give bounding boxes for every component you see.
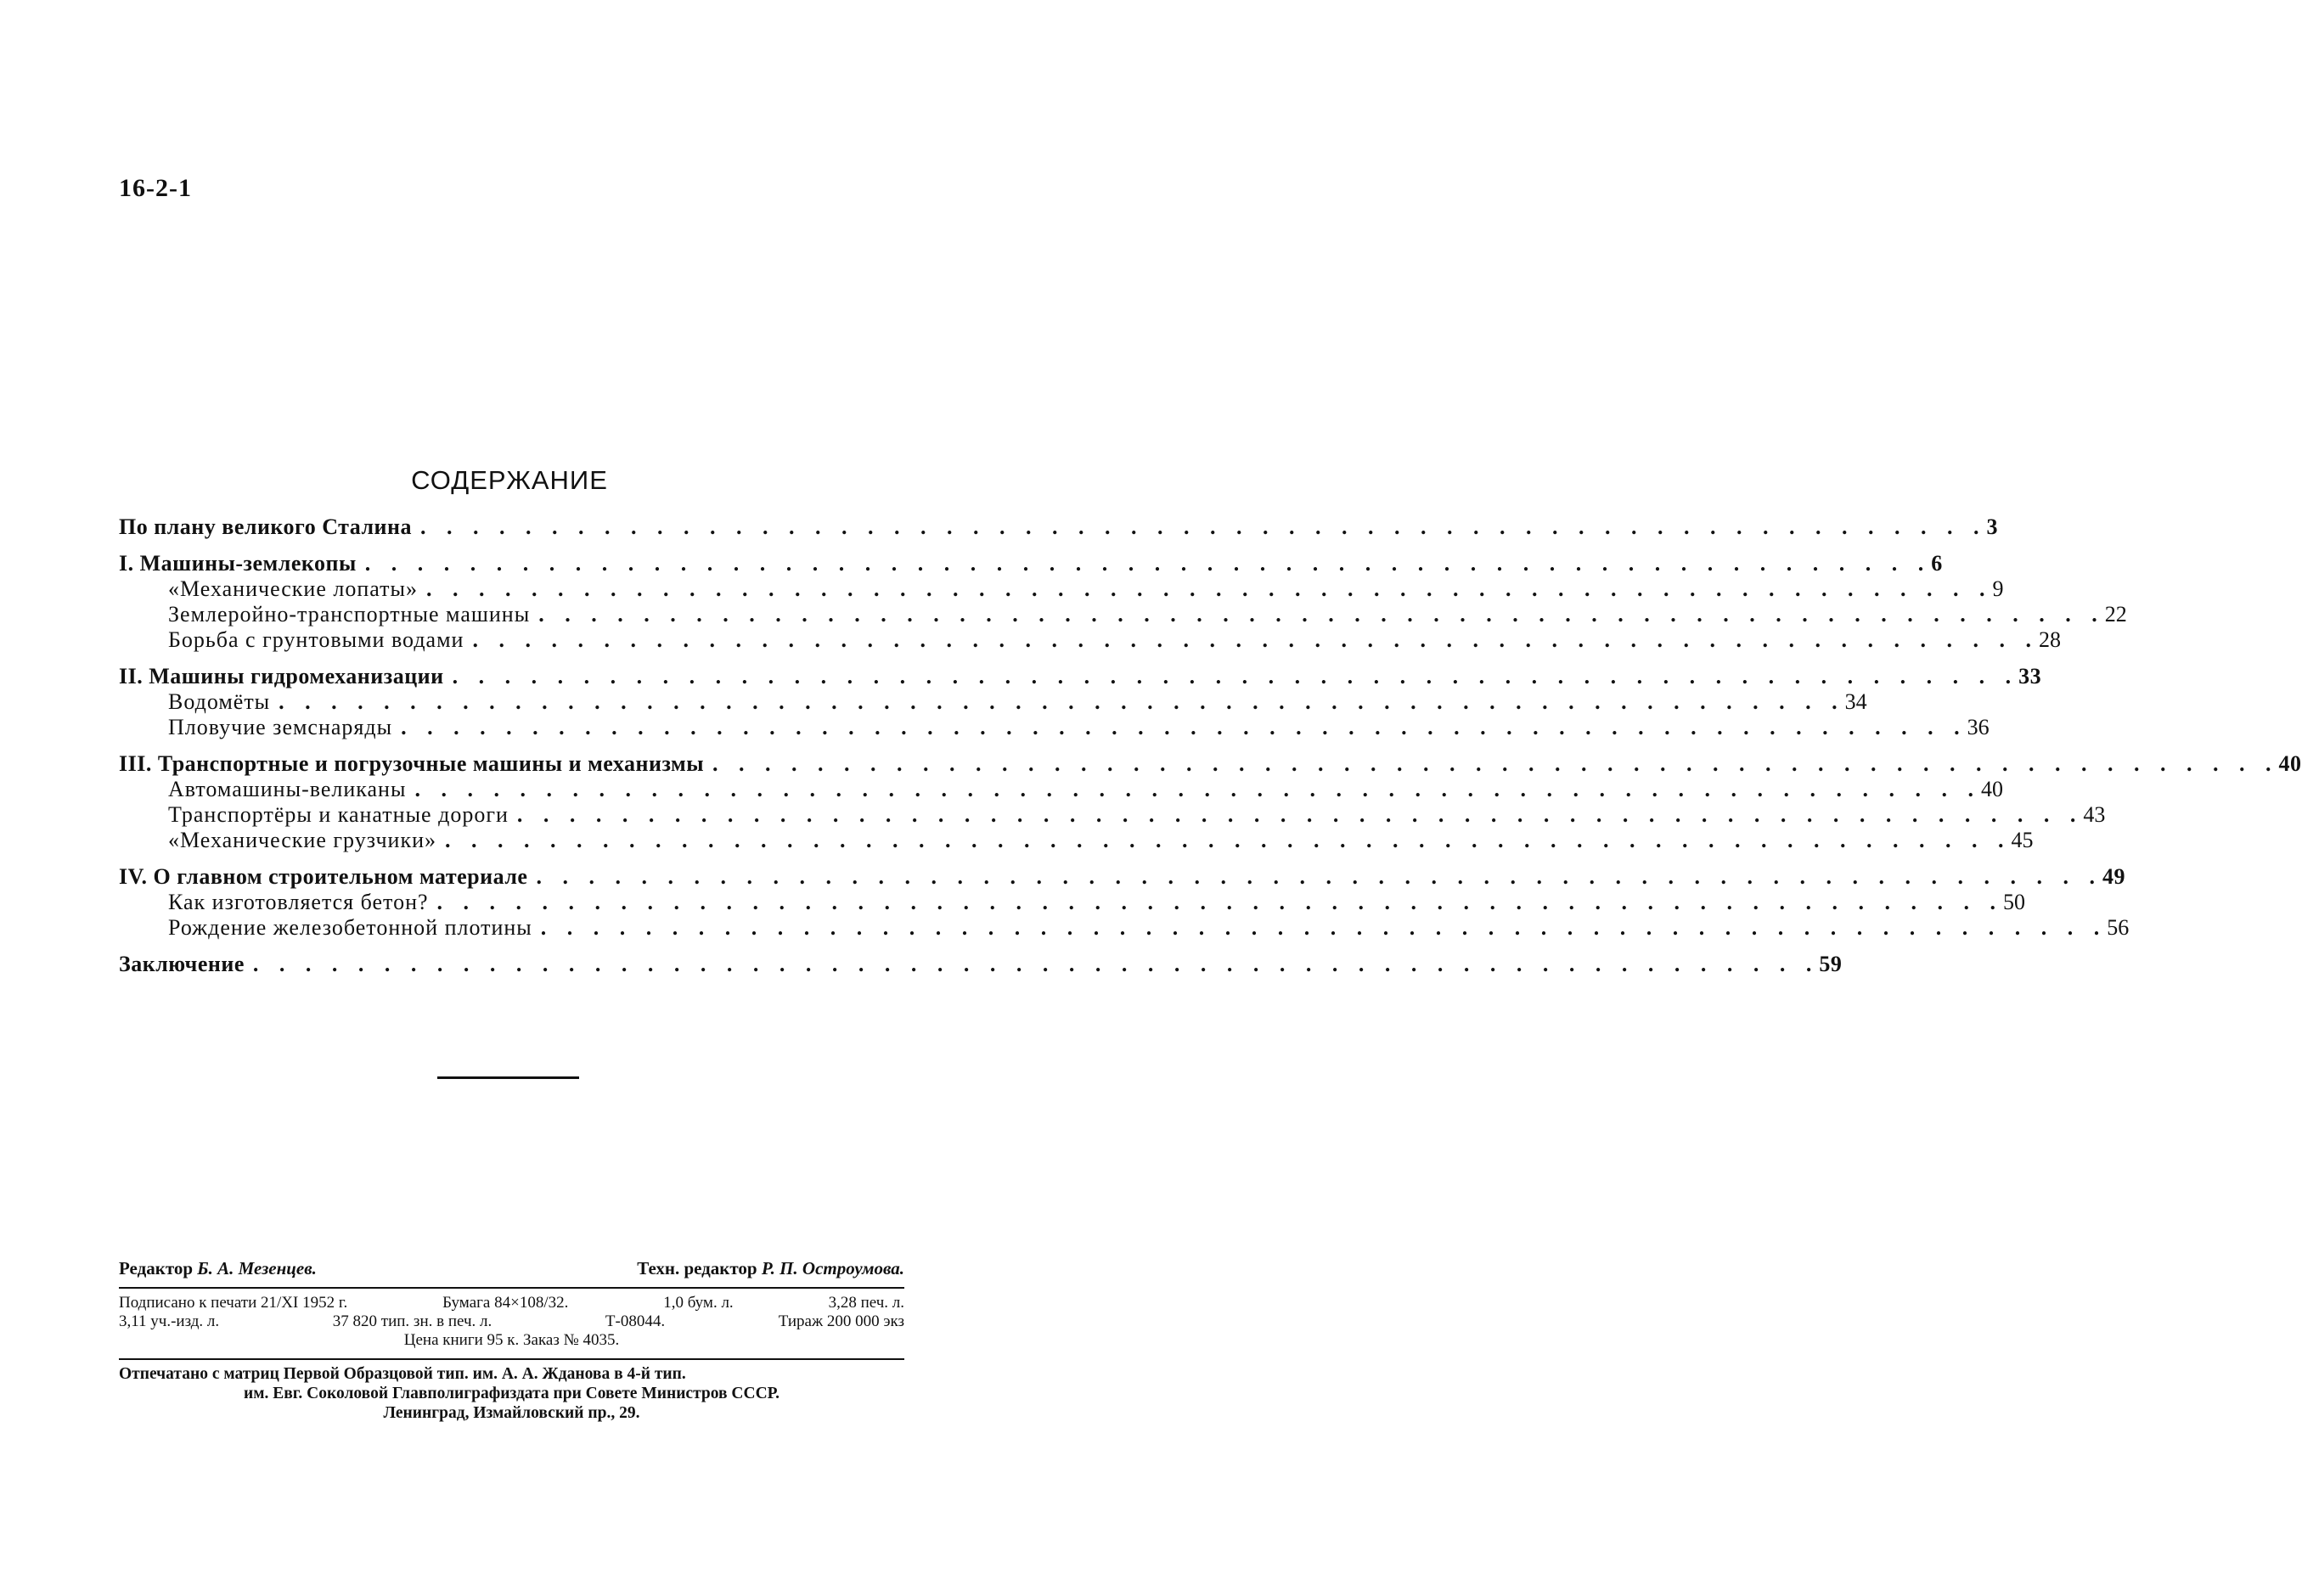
toc-entry-label: Как изготовляется бетон?	[168, 890, 429, 914]
toc-leader-dots: . . . . . . . . . . . . . . . . . . . . . . . . . . . . . . . . . . . . . . . . . . . . . . . . . . . . . . . . . . . .	[536, 864, 2102, 889]
toc-subentry[interactable]	[119, 915, 2130, 941]
imprint-divider-bottom	[119, 1358, 904, 1360]
toc-leader-dots: . . . . . . . . . . . . . . . . . . . . . . . . . . . . . . . . . . . . . . . . . . . . . . . . . . . . . . . . . . . .	[445, 828, 2012, 852]
toc-title: СОДЕРЖАНИЕ	[411, 465, 608, 495]
toc-entry-page: 40	[2278, 751, 2302, 776]
print-sheets: 3,28 печ. л.	[828, 1294, 904, 1312]
toc-entry-page: 36	[1967, 715, 1990, 739]
toc-entry-intro[interactable]	[119, 514, 1999, 540]
toc-entry-page: 40	[1980, 777, 2003, 801]
toc-entry-label: Водомёты	[168, 689, 271, 714]
toc-subentry[interactable]	[119, 802, 2106, 828]
toc-entry-label: По плану великого Сталина	[119, 514, 413, 539]
toc-leader-dots: . . . . . . . . . . . . . . . . . . . . . . . . . . . . . . . . . . . . . . . . . . . . . . . . . . . . . . . . . . . .	[712, 751, 2279, 776]
paper-sheets: 1,0 бум. л.	[663, 1294, 734, 1312]
toc-leader-dots: . . . . . . . . . . . . . . . . . . . . . . . . . . . . . . . . . . . . . . . . . . . . . . . . . . . . . . . . . . . .	[279, 689, 1845, 714]
toc-conclusion[interactable]	[119, 952, 1843, 977]
toc-entry-label: Автомашины-великаны	[168, 777, 407, 801]
toc-entry-label: II. Машины гидромеханизации	[119, 664, 444, 688]
toc-subentry[interactable]	[119, 576, 2004, 602]
license-number: Т-08044.	[605, 1312, 666, 1330]
toc-subentry[interactable]	[119, 715, 1990, 740]
toc-entry-label: Заключение	[119, 952, 245, 976]
toc-leader-dots: . . . . . . . . . . . . . . . . . . . . . . . . . . . . . . . . . . . . . . . . . . . . . . . . . . . . . . . . . . . .	[436, 890, 2004, 914]
toc-entry-page: 43	[2083, 802, 2106, 827]
chars-per-sheet: 37 820 тип. зн. в печ. л.	[332, 1312, 492, 1330]
toc-entry-label: Борьба с грунтовыми водами	[168, 627, 464, 652]
divider-rule	[437, 1076, 579, 1079]
toc-leader-dots: . . . . . . . . . . . . . . . . . . . . . . . . . . . . . . . . . . . . . . . . . . . . . . . . . . . . . . . . . . . .	[540, 915, 2108, 940]
tech-editor-label: Техн. редактор	[637, 1258, 757, 1278]
toc-subentry[interactable]	[119, 828, 2034, 853]
signed-date: Подписано к печати 21/XI 1952 г.	[119, 1294, 348, 1312]
editor-credit	[119, 1258, 317, 1279]
pub-line-1	[119, 1294, 904, 1312]
toc-entry-page: 49	[2102, 864, 2125, 889]
toc-entry-page: 6	[1931, 551, 1943, 576]
toc-entry-label: Транспортёры и канатные дороги	[168, 802, 509, 827]
toc-entry-page: 59	[1819, 952, 1843, 976]
toc-entry-page: 34	[1844, 689, 1867, 714]
toc-leader-dots: . . . . . . . . . . . . . . . . . . . . . . . . . . . . . . . . . . . . . . . . . . . . . . . . . . . . . . . . . . . .	[252, 952, 1820, 976]
toc-entry-page: 28	[2038, 627, 2061, 652]
toc-leader-dots: . . . . . . . . . . . . . . . . . . . . . . . . . . . . . . . . . . . . . . . . . . . . . . . . . . . . . . . . . . . .	[420, 514, 1987, 539]
print-line-2: им. Евг. Соколовой Главполиграфиздата при Совете Министров СССР.	[243, 1385, 780, 1402]
toc-subentry[interactable]	[119, 627, 2061, 653]
imprint-divider-top	[119, 1287, 904, 1289]
toc-entry-page: 33	[2018, 664, 2042, 688]
publisher-sheets: 3,11 уч.-изд. л.	[119, 1312, 220, 1330]
toc-leader-dots: . . . . . . . . . . . . . . . . . . . . . . . . . . . . . . . . . . . . . . . . . . . . . . . . . . . . . . . . . . . .	[364, 551, 1932, 576]
toc-leader-dots: . . . . . . . . . . . . . . . . . . . . . . . . . . . . . . . . . . . . . . . . . . . . . . . . . . . . . . . . . . . .	[472, 627, 2039, 652]
toc-entry-page: 9	[1992, 576, 2004, 601]
toc-entry-label: IV. О главном строительном материале	[119, 864, 528, 889]
tech-editor-name: Р. П. Остроумова.	[761, 1258, 904, 1278]
editor-label: Редактор	[119, 1258, 194, 1278]
tech-editor-credit	[637, 1258, 904, 1279]
editors-line	[119, 1258, 904, 1279]
toc-chapter-1[interactable]	[119, 551, 1943, 576]
toc-chapter-3[interactable]	[119, 751, 2302, 777]
toc-entry-label: Пловучие земснаряды	[168, 715, 393, 739]
toc-subentry[interactable]	[119, 890, 2026, 915]
print-line-1: Отпечатано с матриц Первой Образцовой тип. им. А. А. Жданова в 4-й тип.	[119, 1365, 686, 1383]
toc-subentry[interactable]	[119, 602, 2127, 627]
toc-subentry[interactable]	[119, 777, 2003, 802]
toc-entry-label: Рождение железобетонной плотины	[168, 915, 532, 940]
toc-entry-label: «Механические грузчики»	[168, 828, 436, 852]
editor-name: Б. А. Мезенцев.	[197, 1258, 317, 1278]
toc-leader-dots: . . . . . . . . . . . . . . . . . . . . . . . . . . . . . . . . . . . . . . . . . . . . . . . . . . . . . . . . . . . .	[401, 715, 1967, 739]
classification-code: 16-2-1	[119, 174, 192, 202]
toc-chapter-2[interactable]	[119, 664, 2042, 689]
toc-leader-dots: . . . . . . . . . . . . . . . . . . . . . . . . . . . . . . . . . . . . . . . . . . . . . . . . . . . . . . . . . . . .	[516, 802, 2084, 827]
publication-details	[119, 1294, 904, 1350]
toc-leader-dots: . . . . . . . . . . . . . . . . . . . . . . . . . . . . . . . . . . . . . . . . . . . . . . . . . . . . . . . . . . . .	[538, 602, 2105, 627]
toc-entry-label: Землеройно-транспортные машины	[168, 602, 531, 627]
toc-entry-page: 22	[2104, 602, 2127, 627]
print-run: Тираж 200 000 экз	[778, 1312, 904, 1330]
toc-leader-dots: . . . . . . . . . . . . . . . . . . . . . . . . . . . . . . . . . . . . . . . . . . . . . . . . . . . . . . . . . . . .	[452, 664, 2019, 688]
print-line-3: Ленинград, Измайловский пр., 29.	[383, 1404, 640, 1422]
paper-format: Бумага 84×108/32.	[442, 1294, 569, 1312]
toc-leader-dots: . . . . . . . . . . . . . . . . . . . . . . . . . . . . . . . . . . . . . . . . . . . . . . . . . . . . . . . . . . . .	[414, 777, 1981, 801]
toc-subentry[interactable]	[119, 689, 1867, 715]
toc-entry-page: 45	[2011, 828, 2034, 852]
toc-entry-page: 3	[1986, 514, 1999, 539]
toc-entry-label: I. Машины-землекопы	[119, 551, 357, 576]
table-of-contents	[119, 514, 2302, 977]
toc-entry-label: III. Транспортные и погрузочные машины и механизмы	[119, 751, 705, 776]
price-order: Цена книги 95 к. Заказ № 4035.	[403, 1331, 620, 1349]
toc-entry-page: 50	[2003, 890, 2026, 914]
toc-chapter-4[interactable]	[119, 864, 2125, 890]
printing-details	[119, 1364, 904, 1423]
pub-line-2	[119, 1312, 904, 1331]
toc-entry-label: «Механические лопаты»	[168, 576, 418, 601]
toc-leader-dots: . . . . . . . . . . . . . . . . . . . . . . . . . . . . . . . . . . . . . . . . . . . . . . . . . . . . . . . . . . . .	[425, 576, 1993, 601]
toc-entry-page: 56	[2107, 915, 2130, 940]
